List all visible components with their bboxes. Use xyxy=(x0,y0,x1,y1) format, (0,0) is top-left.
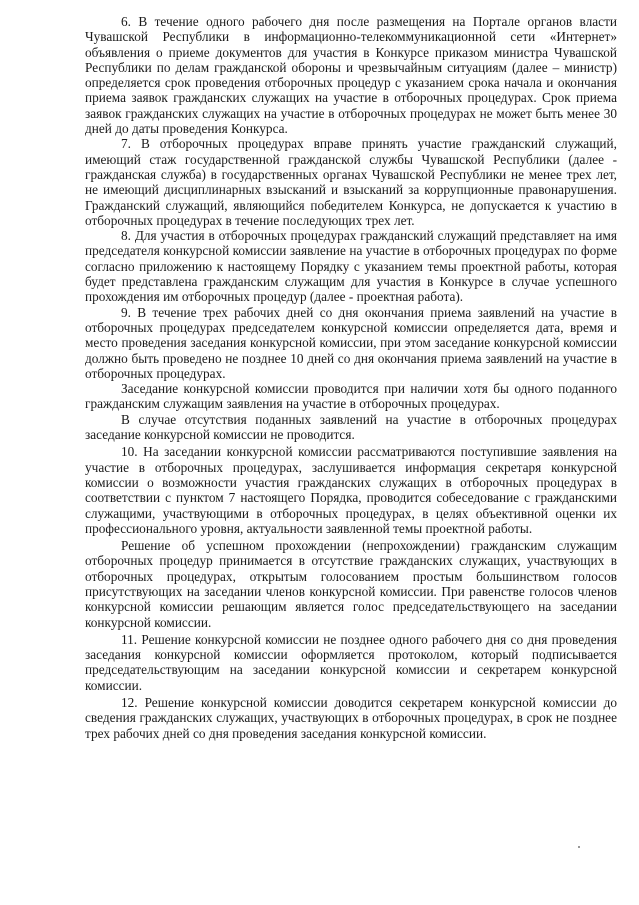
paragraph-decision-voting: Решение об успешном прохождении (непрохождении) гражданским служащим отборочных процедур принимается в отсутствие гражданских служащих, участвующих в отборочных процедурах, открытым голосованием простым большинством голосов присутствующих на заседании членов конкурсной комиссии. При равенстве голосов членов конкурсной комиссии решающим является голос председательствующего на заседании конкурсной комиссии. xyxy=(85,538,617,630)
paragraph-item-9: 9. В течение трех рабочих дней со дня окончания приема заявлений на участие в отборочных процедурах председателем конкурсной комиссии определяется дата, время и место проведения заседания конкурсной комиссии, при этом заседание конкурсной комиссии должно быть проведено не позднее 10 дней со дня окончания приема заявлений на участие в отборочных процедурах. xyxy=(85,304,617,381)
paragraph-item-6: 6. В течение одного рабочего дня после размещения на Портале органов власти Чувашской Республики в информационно-телекоммуникационной сети «Интернет» объявления о приеме документов для участия в Конкурсе приказом министра Чувашской Республики по делам гражданской обороны и чрезвычайным ситуациям (далее – министр) определяется срок проведения отборочных процедур с указанием срока начала и окончания приема заявок гражданских служащих на участие в отборочных процедурах. Срок приема заявок гражданских служащих на участие в отборочных процедурах не может быть менее 30 дней до даты проведения Конкурса. xyxy=(85,14,617,137)
paragraph-item-10: 10. На заседании конкурсной комиссии рассматриваются поступившие заявления на участие в отборочных процедурах, заслушивается информация секретаря конкурсной комиссии о возможности участия гражданских служащих в отборочных процедурах в соответствии с пунктом 7 настоящего Порядка, проводится собеседование с гражданскими служащими, участвующими в отборочных процедурах, в целях объективной оценки их профессионального уровня, актуальности заявленной темы проектной работы. xyxy=(85,444,617,536)
paragraph-meeting-condition: Заседание конкурсной комиссии проводится при наличии хотя бы одного поданного гражданским служащим заявления на участие в отборочных процедурах. xyxy=(85,381,617,412)
paragraph-item-7: 7. В отборочных процедурах вправе принять участие гражданский служащий, имеющий стаж государственной гражданской службы Чувашской Республики (далее - гражданская служба) в государственных органах Чувашской Республики не менее трех лет, не имеющий дисциплинарных взысканий и взысканий за коррупционные правонарушения. Гражданский служащий, являющийся победителем Конкурса, не допускается к участию в отборочных процедурах в течение последующих трех лет. xyxy=(85,136,617,228)
paragraph-no-applications: В случае отсутствия поданных заявлений на участие в отборочных процедурах заседание конкурсной комиссии не проводится. xyxy=(85,411,617,443)
paragraph-item-8: 8. Для участия в отборочных процедурах гражданский служащий представляет на имя председателя конкурсной комиссии заявление на участие в отборочных процедурах по форме согласно приложению к настоящему Порядку с указанием темы проектной работы, которая будет представлена гражданским служащим для участия в Конкурсе в случае успешного прохождения им отборочных процедур (далее - проектная работа). xyxy=(85,228,617,305)
scan-speck xyxy=(578,846,580,848)
paragraph-item-11: 11. Решение конкурсной комиссии не позднее одного рабочего дня со дня проведения заседания конкурсной комиссии оформляется протоколом, который подписывается председательствующим на заседании конкурсной комиссии и секретарем конкурсной комиссии. xyxy=(85,631,617,693)
paragraph-item-12: 12. Решение конкурсной комиссии доводится секретарем конкурсной комиссии до сведения гражданских служащих, участвующих в отборочных процедурах, в срок не позднее трех рабочих дней со дня проведения заседания конкурсной комиссии. xyxy=(85,695,617,741)
